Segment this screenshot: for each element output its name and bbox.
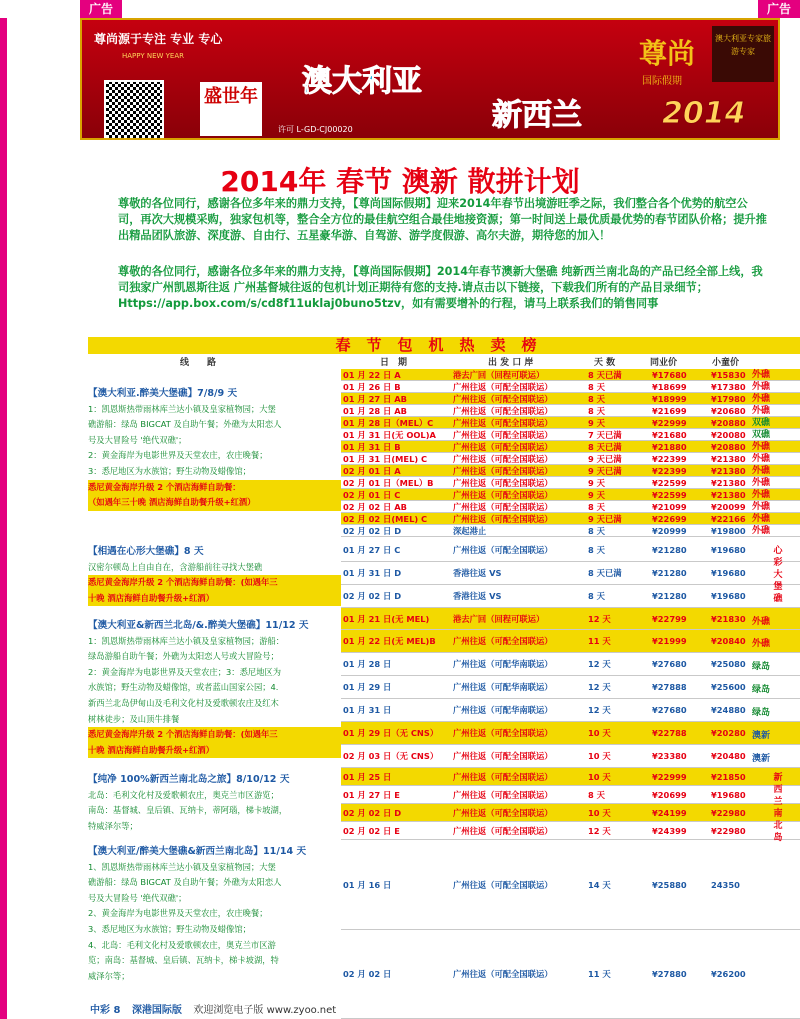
route-tag: 澳新 <box>751 731 770 741</box>
route-desc-line: 威泽尔等； <box>88 970 130 981</box>
cell-peer: ¥21280 <box>652 545 687 555</box>
cell-kid: ¥17980 <box>711 394 746 404</box>
route-tag: 外礁 <box>751 502 770 512</box>
route-tag: 外礁 <box>751 394 770 404</box>
route-desc-line: 号及大冒险号 '绝代双礁'； <box>88 434 187 445</box>
cell-peer: ¥22699 <box>652 514 687 524</box>
cell-port: 香港往返 VS <box>453 568 502 578</box>
cell-date: 01 月 27 日 C <box>343 545 401 555</box>
route-desc-line: 号及大冒险号 '绝代双礁'； <box>88 892 187 903</box>
route-desc-line: 2：黄金海岸为电影世界及天堂农庄；3：悉尼地区为 <box>88 666 282 677</box>
route-desc-line: 新西兰北岛伊甸山及毛利文化村及爱歌顿农庄及红木 <box>88 697 279 708</box>
cell-date: 01 月 31 日(无 OOL)A <box>343 430 436 440</box>
route-tag: 外礁 <box>751 490 770 500</box>
cell-kid: ¥26200 <box>711 969 746 979</box>
cell-kid: ¥25080 <box>711 659 746 669</box>
header-date: 日 期 <box>380 358 408 368</box>
cell-days: 8 天 <box>588 382 605 392</box>
cell-date: 02 月 01 日（MEL）B <box>343 478 434 488</box>
cell-peer: ¥22399 <box>652 466 687 476</box>
route-tag: 外礁 <box>751 442 770 452</box>
table-row <box>341 840 800 930</box>
ad-label-left: 广告 <box>80 0 122 18</box>
cell-kid: ¥19680 <box>711 790 746 800</box>
cell-days: 12 天 <box>588 659 611 669</box>
cell-date: 02 月 02 日 D <box>343 808 402 818</box>
route-desc-line: 北岛：毛利文化村及爱歌顿农庄，奥克兰市区游览； <box>88 789 279 800</box>
cell-peer: ¥20999 <box>652 526 687 536</box>
cell-kid: ¥19680 <box>711 568 746 578</box>
table-row <box>341 585 800 608</box>
cell-kid: ¥20840 <box>711 636 746 646</box>
cell-date: 01 月 22 日 A <box>343 370 401 380</box>
cell-date: 01 月 29 日（无 CNS） <box>343 728 439 738</box>
route-desc-line: 3、悉尼地区为水族馆；野生动物及蜡像馆； <box>88 923 251 934</box>
cell-peer: ¥21699 <box>652 406 687 416</box>
cell-date: 01 月 22 日(无 MEL)B <box>343 636 436 646</box>
route-group <box>88 844 341 1019</box>
cell-port: 广州往返（可配全国联运） <box>453 514 553 524</box>
route-desc-line: 礁游船：绿岛 BIGCAT 及自助午餐；外礁为太阳恋人 <box>88 877 282 888</box>
cell-days: 12 天 <box>588 705 611 715</box>
cell-days: 9 天 <box>588 478 605 488</box>
cell-port: 广州往返（可配全国联运） <box>453 430 553 440</box>
cell-port: 广州往返（可配全国联运） <box>453 545 553 555</box>
cell-kid: ¥21380 <box>711 454 746 464</box>
cell-port: 广州往返（可配全国联运） <box>453 751 553 761</box>
cell-port: 广州往返（可配全国联运） <box>453 442 553 452</box>
cell-port: 广州往返（可配全国联运） <box>453 382 553 392</box>
cell-date: 01 月 29 日 <box>343 682 392 692</box>
cell-date: 02 月 02 日 AB <box>343 502 407 512</box>
cell-kid: ¥22980 <box>711 826 746 836</box>
cell-days: 10 天 <box>588 808 611 818</box>
cell-peer: ¥23380 <box>652 751 687 761</box>
cell-days: 8 天 <box>588 790 605 800</box>
route-upgrade-note: 十晚 酒店海鲜自助餐升级+红酒） <box>88 743 341 759</box>
cell-date: 01 月 25 日 <box>343 772 392 782</box>
cell-port: 广州往返（可配全国联运） <box>453 636 553 646</box>
cell-port: 广州往返（可配全国联运） <box>453 478 553 488</box>
route-tag: 外礁 <box>751 514 770 524</box>
route-upgrade-note: 悉尼黄金海岸升级 2 个酒店海鲜自助餐：(如遇年三 <box>88 727 341 743</box>
route-upgrade-note: 悉尼黄金海岸升级 2 个酒店海鲜自助餐：(如遇年三 <box>88 575 341 591</box>
route-desc-line: 1、凯恩斯热带雨林库兰达小镇及皇家植物园；大堡 <box>88 861 276 872</box>
cell-port: 广州往返（可配华南联运） <box>453 659 553 669</box>
cell-peer: ¥18999 <box>652 394 687 404</box>
cell-date: 01 月 27 日 AB <box>343 394 407 404</box>
header-child-price: 小童价 <box>712 358 740 368</box>
banner-newzealand: 新西兰 <box>492 98 582 133</box>
route-group <box>88 772 341 842</box>
route-desc-line: 4、北岛：毛利文化村及爱歌顿农庄，奥克兰市区游 <box>88 939 276 950</box>
page-title: 2014年 春节 澳新 散拼计划 <box>220 165 580 198</box>
cell-days: 7 天已满 <box>588 430 622 440</box>
cell-peer: ¥25880 <box>652 880 687 890</box>
cell-port: 广州往返（可配华南联运） <box>453 682 553 692</box>
cell-days: 8 天 <box>588 394 605 404</box>
cell-peer: ¥21099 <box>652 502 687 512</box>
table-row <box>341 804 800 822</box>
cell-port: 广州往返（可配全国联运） <box>453 728 553 738</box>
cell-days: 14 天 <box>588 880 611 890</box>
route-tag: 澳新 <box>751 754 770 764</box>
cell-date: 02 月 02 日 E <box>343 826 400 836</box>
ad-banner <box>80 18 780 140</box>
cell-port: 香港往返 VS <box>453 591 502 601</box>
cell-port: 广州往返（可配全国联运） <box>453 880 553 890</box>
cell-peer: ¥21880 <box>652 442 687 452</box>
cell-peer: ¥20699 <box>652 790 687 800</box>
cell-date: 01 月 21 日(无 MEL) <box>343 614 430 624</box>
route-desc-line: 汉密尔顿岛上自由自在，含游船前往寻找大堡礁 <box>88 561 263 572</box>
cell-kid: 24350 <box>711 880 740 890</box>
route-tag: 外礁 <box>751 382 770 392</box>
banner-seal: 盛世年 <box>200 82 262 136</box>
header-route: 线 路 <box>180 358 217 368</box>
cell-days: 8 天已满 <box>588 442 622 452</box>
cell-kid: ¥19800 <box>711 526 746 536</box>
route-title: 【澳大利亚/醉美大堡礁&新西兰南北岛】11/14 天 <box>88 846 307 857</box>
cell-peer: ¥21999 <box>652 636 687 646</box>
cell-peer: ¥22599 <box>652 490 687 500</box>
cell-days: 8 天已满 <box>588 370 622 380</box>
cell-kid: ¥20880 <box>711 418 746 428</box>
cell-kid: ¥20480 <box>711 751 746 761</box>
cell-days: 8 天 <box>588 591 605 601</box>
cell-days: 8 天 <box>588 545 605 555</box>
cell-peer: ¥21680 <box>652 430 687 440</box>
route-desc-line: 3：悉尼地区为水族馆；野生动物及蜡像馆； <box>88 465 251 476</box>
cell-date: 01 月 16 日 <box>343 880 392 890</box>
cell-date: 02 月 02 日 D <box>343 526 402 536</box>
cell-days: 9 天 <box>588 418 605 428</box>
banner-happy: HAPPY NEW YEAR <box>122 52 184 60</box>
cell-date: 01 月 27 日 E <box>343 790 400 800</box>
route-tag: 绿岛 <box>751 685 770 695</box>
cell-port: 广州往返（可配全国联运） <box>453 969 553 979</box>
route-desc-line: 树林徒步；及山顶牛排餐 <box>88 713 180 724</box>
cell-port: 广州往返（可配全国联运） <box>453 808 553 818</box>
route-tag: 外礁 <box>751 526 770 536</box>
cell-peer: ¥27680 <box>652 659 687 669</box>
cell-kid: ¥22980 <box>711 808 746 818</box>
cell-peer: ¥17680 <box>652 370 687 380</box>
route-title: 【澳大利亚&新西兰北岛/&.醉美大堡礁】11/12 天 <box>88 620 309 631</box>
table-row <box>341 786 800 804</box>
license-number: 许可 L-GD-CJ00020 <box>278 125 353 134</box>
route-tag: 外礁 <box>751 639 770 649</box>
route-tag: 外礁 <box>751 406 770 416</box>
header-port: 出 发 口 岸 <box>488 358 534 368</box>
cell-peer: ¥22788 <box>652 728 687 738</box>
cell-kid: ¥21380 <box>711 490 746 500</box>
cell-date: 01 月 31 日 <box>343 705 392 715</box>
cell-peer: ¥22599 <box>652 478 687 488</box>
table-row <box>341 562 800 585</box>
cell-days: 11 天 <box>588 636 611 646</box>
route-tag: 双礁 <box>751 430 770 440</box>
brand-subtitle: 国际假期 <box>642 76 682 87</box>
cell-port: 广州往返（可配全国联运） <box>453 406 553 416</box>
cell-date: 02 月 01 日 A <box>343 466 401 476</box>
cell-port: 港去广回（回程可联运） <box>453 370 545 380</box>
route-title: 【纯净 100%新西兰南北岛之旅】8/10/12 天 <box>88 774 290 785</box>
cell-peer: ¥27680 <box>652 705 687 715</box>
cell-date: 01 月 28 日（MEL）C <box>343 418 434 428</box>
route-desc-line: 特威泽尔等； <box>88 820 138 831</box>
cell-kid: ¥22166 <box>711 514 746 524</box>
cell-days: 9 天 <box>588 490 605 500</box>
cell-kid: ¥21830 <box>711 614 746 624</box>
cell-peer: ¥21280 <box>652 591 687 601</box>
cell-peer: ¥24399 <box>652 826 687 836</box>
cell-days: 11 天 <box>588 969 611 979</box>
cell-days: 8 天 <box>588 406 605 416</box>
brand-logo: 尊尚 <box>639 37 696 70</box>
cell-port: 广州往返（可配全国联运） <box>453 772 553 782</box>
banner-australia: 澳大利亚 <box>302 64 422 99</box>
table-row <box>341 822 800 840</box>
cell-port: 广州往返（可配华南联运） <box>453 705 553 715</box>
route-upgrade-note: 十晚 酒店海鲜自助餐升级+红酒） <box>88 591 341 607</box>
cell-kid: ¥15830 <box>711 370 746 380</box>
cell-peer: ¥27880 <box>652 969 687 979</box>
cell-date: 01 月 31 日 B <box>343 442 401 452</box>
cell-kid: ¥25600 <box>711 682 746 692</box>
route-upgrade-note: 悉尼黄金海岸升级 2 个酒店海鲜自助餐： <box>88 480 341 496</box>
table-row <box>341 539 800 562</box>
route-desc-line: 南岛：基督城、皇后镇、瓦纳卡，蒂阿瑙，梯卡坡湖， <box>88 805 288 816</box>
cell-days: 12 天 <box>588 682 611 692</box>
cell-kid: ¥19680 <box>711 545 746 555</box>
cell-peer: ¥24199 <box>652 808 687 818</box>
intro-paragraph-2: 尊敬的各位同行，感谢各位多年来的鼎力支持，【尊尚国际假期】2014年春节澳新大堡礁 纯新西兰南北岛的产品已经全部上线，我司独家广州凯恩斯往返 广州基督城往返的包机计划正期待有您的支持.请点击以下链接，下载我们所有的产品目录细节； Https://app.box.com/s/cd8f11uklaj0buno5tzv，如有需要增补的行程，请马上联系我们的销售同事 <box>118 265 763 310</box>
cell-kid: ¥20099 <box>711 502 746 512</box>
route-desc-line: 览；南岛：基督城、皇后镇、瓦纳卡，梯卡坡湖，特 <box>88 955 279 966</box>
cell-kid: ¥17380 <box>711 382 746 392</box>
route-tag: 外礁 <box>751 454 770 464</box>
cell-port: 广州往返（可配全国联运） <box>453 418 553 428</box>
cell-days: 12 天 <box>588 826 611 836</box>
route-desc-line: 2：黄金海岸为电影世界及天堂农庄，农庄晚餐； <box>88 450 268 461</box>
route-tag: 外礁 <box>751 370 770 380</box>
cell-days: 9 天已满 <box>588 454 622 464</box>
cell-port: 广州往返（可配全国联运） <box>453 394 553 404</box>
cell-kid: ¥21850 <box>711 772 746 782</box>
route-title: 【澳大利亚.醉美大堡礁】7/8/9 天 <box>88 388 238 399</box>
cell-kid: ¥21380 <box>711 478 746 488</box>
cell-days: 9 天已满 <box>588 466 622 476</box>
cell-days: 8 天 <box>588 502 605 512</box>
route-tag: 外礁 <box>751 466 770 476</box>
banner-slogan: 尊尚源于专注 专业 专心 <box>94 32 223 46</box>
cell-date: 02 月 02 日 <box>343 969 392 979</box>
header-peer-price: 同业价 <box>650 358 678 368</box>
cell-days: 8 天 <box>588 526 605 536</box>
cell-port: 广州往返（可配全国联运） <box>453 502 553 512</box>
cell-port: 广州往返（可配全国联运） <box>453 466 553 476</box>
cell-kid: ¥20280 <box>711 728 746 738</box>
route-tag: 绿岛 <box>751 662 770 672</box>
cell-peer: ¥22999 <box>652 418 687 428</box>
route-tag: 双礁 <box>751 418 770 428</box>
cell-peer: ¥22999 <box>652 772 687 782</box>
cell-days: 9 天已满 <box>588 514 622 524</box>
route-upgrade-note: （如遇年三十晚 酒店海鲜自助餐升级+红酒） <box>88 495 341 511</box>
route-tag-nz: 新西兰南北岛 <box>773 773 783 843</box>
route-tag-heart: 心彩大堡礁 <box>773 546 783 604</box>
cell-date: 02 月 03 日（无 CNS） <box>343 751 439 761</box>
page-footer <box>90 1001 336 1016</box>
cell-port: 港去广回（回程可联运） <box>453 614 545 624</box>
route-tag: 外礁 <box>751 617 770 627</box>
footer-web: 欢迎浏览电子版 www.zyoo.net <box>193 1005 337 1016</box>
cell-kid: ¥20080 <box>711 430 746 440</box>
cell-days: 12 天 <box>588 614 611 624</box>
cell-date: 01 月 31 日(MEL) C <box>343 454 428 464</box>
cell-kid: ¥21380 <box>711 466 746 476</box>
table-row <box>341 768 800 786</box>
route-title: 【相遇在心形大堡礁】8 天 <box>88 546 204 557</box>
cell-peer: ¥22399 <box>652 454 687 464</box>
cell-port: 深起港止 <box>453 526 487 536</box>
cell-peer: ¥22799 <box>652 614 687 624</box>
cell-peer: ¥18699 <box>652 382 687 392</box>
route-desc-line: 1：凯恩斯热带雨林库兰达小镇及皇家植物园；游船： <box>88 635 285 646</box>
route-desc-line: 礁游船：绿岛 BIGCAT 及自助午餐；外礁为太阳恋人 <box>88 419 282 430</box>
cell-date: 01 月 26 日 B <box>343 382 401 392</box>
cell-date: 02 月 01 日 C <box>343 490 401 500</box>
cell-port: 广州往返（可配全国联运） <box>453 790 553 800</box>
route-group <box>88 386 341 544</box>
ad-label-right: 广告 <box>758 0 800 18</box>
route-desc-line: 水族馆；野生动物及蜡像馆，或者蓝山国家公园；4. <box>88 682 279 693</box>
route-desc-line: 2、黄金海岸为电影世界及天堂农庄，农庄晚餐； <box>88 908 268 919</box>
route-desc-line: 1：凯恩斯热带雨林库兰达小镇及皇家植物园；大堡 <box>88 403 276 414</box>
qr-code-icon <box>104 80 164 140</box>
footer-page: 中彩 8 <box>90 1005 121 1016</box>
cell-days: 8 天已满 <box>588 568 622 578</box>
cell-date: 01 月 31 日 D <box>343 568 402 578</box>
cell-port: 广州往返（可配全国联运） <box>453 454 553 464</box>
cell-port: 广州往返（可配全国联运） <box>453 826 553 836</box>
cell-kid: ¥24880 <box>711 705 746 715</box>
cell-kid: ¥19680 <box>711 591 746 601</box>
cell-days: 10 天 <box>588 751 611 761</box>
cell-peer: ¥21280 <box>652 568 687 578</box>
cell-days: 10 天 <box>588 728 611 738</box>
banner-year: 2014 <box>662 96 746 131</box>
cell-date: 02 月 02 日(MEL) C <box>343 514 428 524</box>
ranking-band: 春节包机热卖榜 <box>88 337 800 354</box>
cell-peer: ¥27888 <box>652 682 687 692</box>
cell-port: 广州往返（可配全国联运） <box>453 490 553 500</box>
cell-kid: ¥20680 <box>711 406 746 416</box>
footer-edition: 深港国际版 <box>131 1005 182 1016</box>
route-tag: 外礁 <box>751 478 770 488</box>
cell-date: 02 月 02 日 D <box>343 591 402 601</box>
cell-days: 10 天 <box>588 772 611 782</box>
intro-paragraph-1: 尊敬的各位同行，感谢各位多年来的鼎力支持，【尊尚国际假期】迎来2014年春节出境游旺季之际，我们整合各个优势的航空公司，再次大规模采购，独家包机等，整合全方位的最佳航空组合最佳地接资源；第一时间送上最优质最优势的春节团队价格；提升推出精品团队旅游、深度游、自由行、五星豪华游、自驾游、游学度假游、高尔夫游，期待您的加入！ <box>118 197 767 242</box>
table-row <box>341 930 800 1019</box>
header-days: 天 数 <box>594 358 616 368</box>
route-group <box>88 544 341 614</box>
route-tag: 绿岛 <box>751 708 770 718</box>
brand-badge: 澳大利亚专家旅游专家 <box>712 26 774 82</box>
cell-date: 01 月 28 日 <box>343 659 392 669</box>
cell-kid: ¥20880 <box>711 442 746 452</box>
cell-date: 01 月 28 日 AB <box>343 406 407 416</box>
route-group <box>88 618 341 770</box>
route-desc-line: 绿岛游船自助午餐；外礁为太阳恋人号或大冒险号； <box>88 651 279 662</box>
